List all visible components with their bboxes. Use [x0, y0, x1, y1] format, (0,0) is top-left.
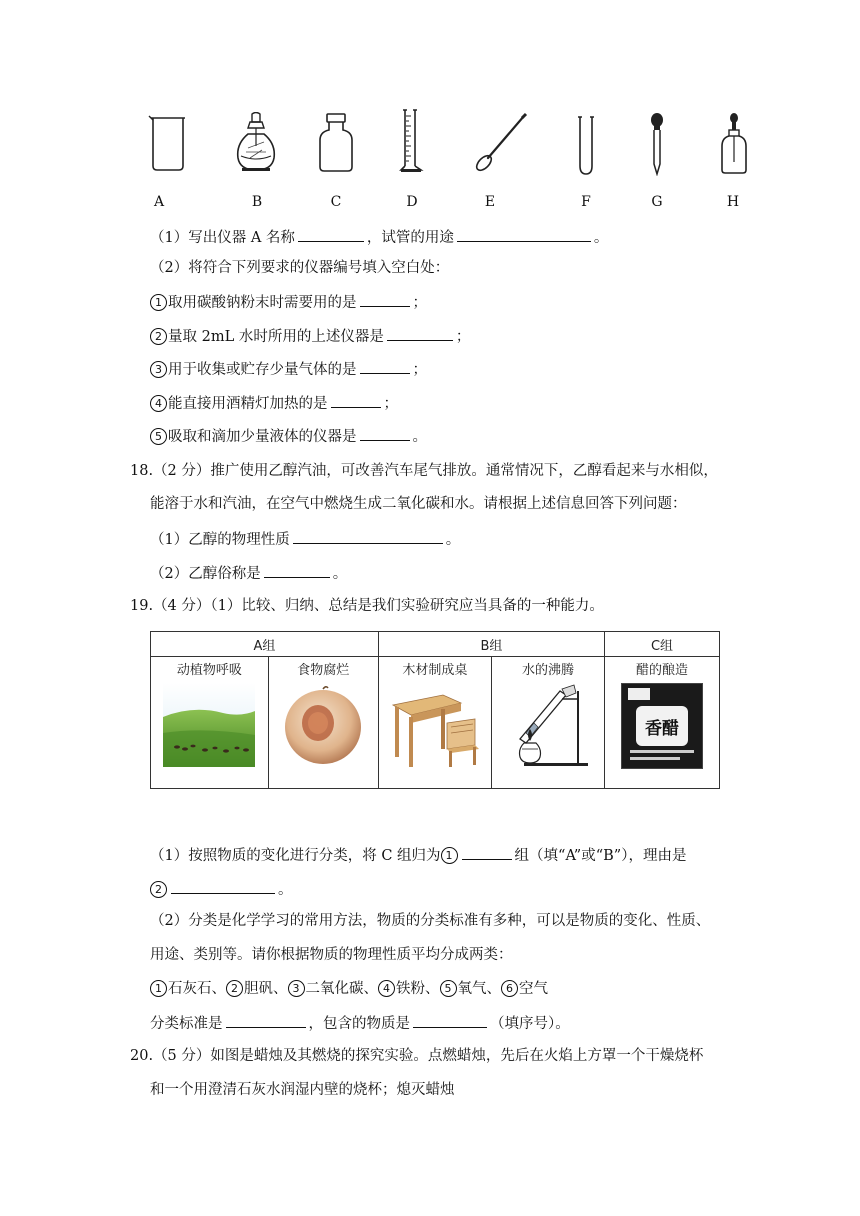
answer-blank[interactable] [226, 1012, 306, 1028]
apparatus-label-h: H [726, 194, 740, 210]
vinegar-photo-cell [605, 679, 720, 789]
rotten-fruit-photo [280, 683, 366, 767]
vinegar-label-photo [621, 683, 703, 769]
answer-blank[interactable] [387, 325, 453, 341]
q17-item: 2 量取 2mL 水时所用的上述仪器是 ； [150, 325, 470, 347]
item-label: 木材制成桌 [378, 657, 491, 680]
q17-part2: （2）将符合下列要求的仪器编号填入空白处： [150, 260, 450, 276]
graduated-cylinder-icon [398, 108, 424, 174]
desk-photo-cell [378, 679, 491, 789]
medicine-spoon-icon [472, 112, 530, 174]
apparatus-label-d: D [406, 194, 418, 210]
beaker-icon [147, 114, 189, 172]
apparatus-label-g: G [651, 194, 663, 210]
q18-part2: （2）乙醇俗称是 。 [150, 562, 347, 584]
answer-blank[interactable] [360, 425, 410, 441]
boiling-apparatus-diagram [500, 683, 596, 769]
group-c-header: C组 [605, 632, 720, 657]
q20-stem-line2: 和一个用澄清石灰水润湿内壁的烧杯；熄灭蜡烛 [150, 1082, 455, 1098]
circled-number: 2 [150, 881, 167, 898]
vinegar-brand-text: 香醋 [645, 719, 679, 739]
q17-item: 1 取用碳酸钠粉末时需要用的是 ； [150, 291, 427, 313]
dropper-icon [646, 112, 668, 176]
circled-number: 5 [440, 980, 457, 997]
circled-number: 6 [501, 980, 518, 997]
circled-number: 4 [378, 980, 395, 997]
answer-blank[interactable] [413, 1012, 487, 1028]
alcohol-lamp-icon [232, 112, 280, 174]
circled-number: 1 [441, 847, 458, 864]
q18-stem-line1: 18.（2 分）推广使用乙醇汽油，可改善汽车尾气排放。通常情况下，乙醇看起来与水相似， [130, 463, 718, 479]
test-tube-icon [576, 114, 596, 176]
apparatus-label-f: F [581, 194, 591, 210]
circled-number: 1 [150, 980, 167, 997]
q17-part1: （1）写出仪器 A 名称 ，试管的用途 。 [150, 226, 608, 248]
dropper-bottle-icon [719, 112, 749, 176]
grassland-photo [163, 683, 255, 767]
item-label: 动植物呼吸 [151, 657, 269, 680]
q20-stem-line1: 20.（5 分）如图是蜡烛及其燃烧的探究实验。点燃蜡烛，先后在火焰上方罩一个干燥烧杯 [130, 1048, 704, 1064]
apparatus-label-e: E [484, 194, 496, 210]
item-label: 水的沸腾 [491, 657, 604, 680]
q19-part2-line1: （2）分类是化学学习的常用方法，物质的分类标准有多种，可以是物质的变化、性质、 [150, 913, 711, 929]
answer-blank[interactable] [360, 291, 410, 307]
answer-blank[interactable] [264, 562, 330, 578]
apparatus-label-a: A [153, 194, 165, 210]
apparatus-label-c: C [330, 194, 342, 210]
circled-number: 2 [226, 980, 243, 997]
answer-blank[interactable] [331, 392, 381, 408]
circled-number: 2 [150, 328, 167, 345]
rotting-food-photo-cell [268, 679, 378, 789]
q19-part1-reason: 2 。 [150, 878, 293, 900]
circled-number: 4 [150, 395, 167, 412]
substance-list: 1 石灰石、 2 胆矾、 3 二氧化碳、 4 铁粉、 5 氧气、 6 空气 [150, 979, 548, 999]
q18-part1: （1）乙醇的物理性质 。 [150, 528, 460, 550]
gas-bottle-icon [316, 112, 356, 174]
group-a-header: A组 [151, 632, 379, 657]
q17-item: 5 吸取和滴加少量液体的仪器是 。 [150, 425, 427, 447]
item-label: 醋的酿造 [605, 657, 720, 680]
answer-blank[interactable] [360, 358, 410, 374]
circled-number: 1 [150, 294, 167, 311]
respiration-photo-cell [151, 679, 269, 789]
item-label: 食物腐烂 [268, 657, 378, 680]
answer-blank[interactable] [293, 528, 443, 544]
answer-blank[interactable] [171, 878, 275, 894]
answer-blank[interactable] [298, 226, 364, 242]
circled-number: 3 [150, 361, 167, 378]
q18-stem-line2: 能溶于水和汽油，在空气中燃烧生成二氧化碳和水。请根据上述信息回答下列问题： [150, 496, 687, 512]
apparatus-label-b: B [251, 194, 263, 210]
q17-item: 4 能直接用酒精灯加热的是 ； [150, 392, 398, 414]
q17-item: 3 用于收集或贮存少量气体的是 ； [150, 358, 427, 380]
circled-number: 5 [150, 428, 167, 445]
change-groups-table [150, 631, 720, 789]
circled-number: 3 [288, 980, 305, 997]
answer-blank[interactable] [462, 844, 512, 860]
q19-stem-line1: 19.（4 分）（1）比较、归纳、总结是我们实验研究应当具备的一种能力。 [130, 598, 604, 614]
desk-and-chair-photo [387, 683, 483, 769]
group-b-header: B组 [378, 632, 604, 657]
boiling-water-photo-cell [491, 679, 604, 789]
q19-part1: （1）按照物质的变化进行分类，将 C 组归为 1 组（填“A”或“B”），理由是 [150, 844, 686, 866]
answer-blank[interactable] [457, 226, 591, 242]
q19-part2-line2: 用途、类别等。请你根据物质的物理性质平均分成两类： [150, 947, 513, 963]
classification-answer: 分类标准是 ，包含的物质是 （填序号）。 [150, 1012, 570, 1034]
